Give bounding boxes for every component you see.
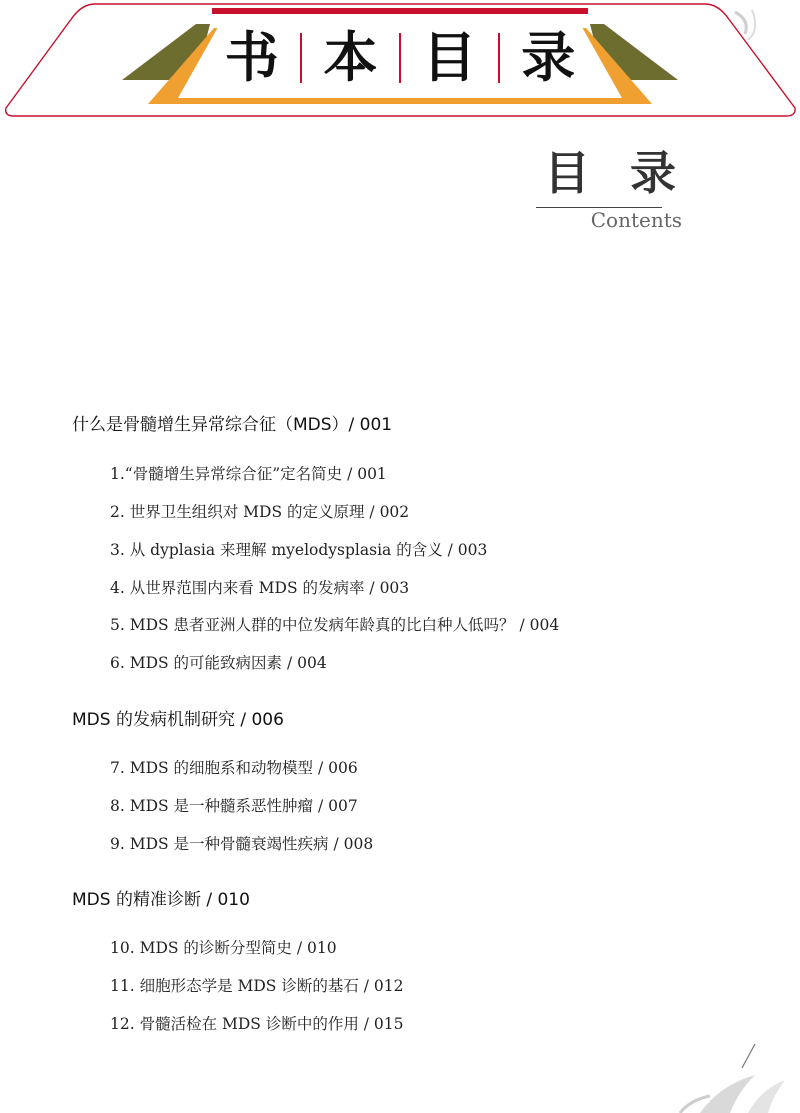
- toc-entry[interactable]: 2. 世界卫生组织对 MDS 的定义原理 / 002: [110, 503, 410, 521]
- toc-entry[interactable]: 7. MDS 的细胞系和动物模型 / 006: [110, 759, 358, 777]
- toc-chapter[interactable]: MDS 的精准诊断 / 010: [72, 890, 250, 910]
- header-banner: [0, 0, 800, 125]
- heading-english: Contents: [590, 208, 682, 232]
- banner-char: 录: [521, 26, 576, 89]
- toc-entry[interactable]: 5. MDS 患者亚洲人群的中位发病年龄真的比白种人低吗？ / 004: [110, 616, 560, 634]
- toc-entry[interactable]: 12. 骨髓活检在 MDS 诊断中的作用 / 015: [110, 1015, 404, 1033]
- banner-char: 本: [323, 26, 378, 89]
- toc-chapter[interactable]: 什么是骨髓增生异常综合征（MDS）/ 001: [72, 415, 393, 435]
- brush-decoration: [660, 1030, 800, 1113]
- toc-entry[interactable]: 11. 细胞形态学是 MDS 诊断的基石 / 012: [110, 977, 404, 995]
- toc-entry[interactable]: 4. 从世界范围内来看 MDS 的发病率 / 003: [110, 579, 410, 597]
- banner-divider: [300, 33, 302, 83]
- banner-char: 书: [224, 26, 279, 89]
- banner-char: 目: [422, 26, 477, 89]
- banner-title: [214, 22, 586, 94]
- banner-divider: [399, 33, 401, 83]
- toc-chapter[interactable]: MDS 的发病机制研究 / 006: [72, 710, 284, 730]
- toc-entry[interactable]: 10. MDS 的诊断分型简史 / 010: [110, 939, 337, 957]
- contents-heading: [543, 146, 688, 232]
- toc-entry[interactable]: 3. 从 dyplasia 来理解 myelodysplasia 的含义 / 003: [110, 541, 488, 559]
- toc-entry[interactable]: 8. MDS 是一种髓系恶性肿瘤 / 007: [110, 797, 358, 815]
- toc-entry[interactable]: 9. MDS 是一种骨髓衰竭性疾病 / 008: [110, 835, 374, 853]
- toc-entry[interactable]: 6. MDS 的可能致病因素 / 004: [110, 654, 327, 672]
- heading-rule: [536, 207, 662, 208]
- banner-divider: [498, 33, 500, 83]
- heading-chinese: 目 录: [543, 146, 688, 200]
- toc-entry[interactable]: 1.“骨髓增生异常综合征”定名简史 / 001: [110, 465, 387, 483]
